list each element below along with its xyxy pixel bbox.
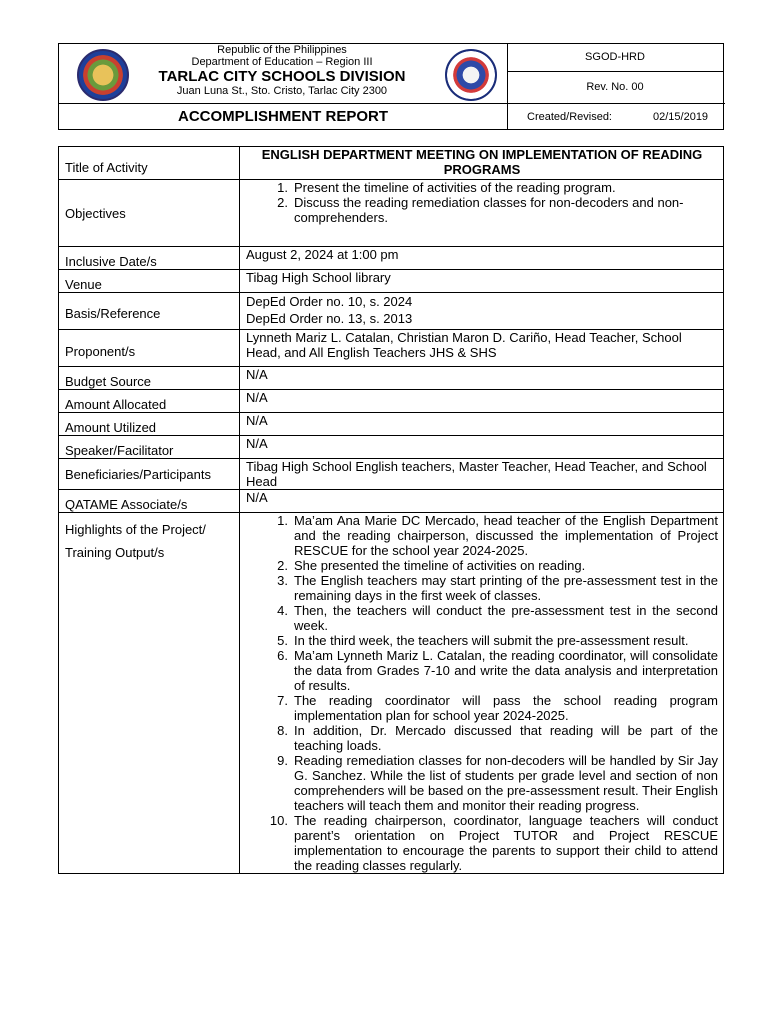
table-row: [59, 293, 724, 330]
table-row: [59, 147, 724, 180]
list-item: 3. The English teachers may start printing of the pre-assessment test in the remaining days in the first week of classes.: [277, 573, 718, 603]
budget-label: Budget Source: [59, 367, 240, 390]
basis-ref-1: DepEd Order no. 10, s. 2024: [246, 294, 413, 309]
table-row: [59, 390, 724, 413]
table-row: [59, 459, 724, 490]
utilized-value: N/A: [240, 413, 724, 436]
title-value: ENGLISH DEPARTMENT MEETING ON IMPLEMENTATION OF READING PROGRAMS: [240, 147, 724, 180]
table-row: [59, 513, 724, 874]
header-republic: Republic of the Philippines: [217, 44, 347, 56]
title-label: Title of Activity: [59, 147, 240, 180]
created-label: Created/Revised:: [527, 111, 612, 123]
list-item: 10. The reading chairperson, coordinator, language teachers will conduct parent’s orientation on Project TUTOR and Project RESCUE implementation to encourage the parents to support their child to attend the reading classes regularly.: [269, 813, 718, 873]
list-item: 9. Reading remediation classes for non-decoders will be handled by Sir Jay G. Sanchez. While the list of students per grade level and section of non comprehenders will be based on the pre-assessment result. Their English teachers will teach them and monitor their reading progress.: [277, 753, 718, 813]
table-row: [59, 180, 724, 247]
speaker-label: Speaker/Facilitator: [59, 436, 240, 459]
header-address: Juan Luna St., Sto. Cristo, Tarlac City 2300: [176, 85, 388, 97]
highlights-value: [240, 513, 724, 874]
utilized-label: Amount Utilized: [59, 413, 240, 436]
created-date: 02/15/2019: [653, 111, 709, 123]
qatame-value: N/A: [240, 490, 724, 513]
header-division: TARLAC CITY SCHOOLS DIVISION: [158, 68, 406, 85]
created-revised: [507, 104, 723, 130]
rev-number: Rev. No. 00: [586, 81, 644, 93]
list-item: 5. In the third week, the teachers will submit the pre-assessment result.: [277, 633, 689, 648]
allocated-label: Amount Allocated: [59, 390, 240, 413]
highlights-list: [246, 513, 718, 873]
table-row: [59, 413, 724, 436]
beneficiaries-label: Beneficiaries/Participants: [59, 459, 240, 490]
objectives-list: [246, 180, 718, 225]
table-row: [59, 436, 724, 459]
header-department: Department of Education – Region III: [191, 56, 373, 68]
list-item: 2. She presented the timeline of activities on reading.: [277, 558, 586, 573]
list-item: 1. Present the timeline of activities of the reading program.: [277, 180, 616, 195]
doc-code: SGOD-HRD: [507, 44, 723, 72]
list-item: 4. Then, the teachers will conduct the pre-assessment test in the second week.: [277, 603, 718, 633]
venue-label: Venue: [59, 270, 240, 293]
dates-value: August 2, 2024 at 1:00 pm: [240, 247, 724, 270]
highlights-label-line-2: Training Output/s: [65, 545, 165, 560]
list-item: 1. Ma’am Ana Marie DC Mercado, head teacher of the English Department and the reading chairperson, discussed the implementation of Project RESCUE for the school year 2024-2025.: [277, 513, 718, 558]
table-row: [59, 367, 724, 390]
dates-label: Inclusive Date/s: [59, 247, 240, 270]
table-row: [59, 247, 724, 270]
document-header: [58, 43, 724, 130]
table-row: [59, 330, 724, 367]
report-title: ACCOMPLISHMENT REPORT: [178, 108, 388, 125]
list-item: 7. The reading coordinator will pass the school reading program implementation plan for school year 2024-2025.: [277, 693, 718, 723]
list-item: 6. Ma’am Lynneth Mariz L. Catalan, the reading coordinator, will consolidate the data from Grades 7-10 and write the data analysis and interpretation of results.: [277, 648, 718, 693]
table-row: [59, 490, 724, 513]
proponent-value: Lynneth Mariz L. Catalan, Christian Maron D. Cariño, Head Teacher, School Head, and All English Teachers JHS & SHS: [240, 330, 724, 367]
deped-seal-icon: [445, 49, 497, 101]
list-item: 2. Discuss the reading remediation classes for non-decoders and non-comprehenders.: [277, 195, 684, 225]
budget-value: N/A: [240, 367, 724, 390]
beneficiaries-value: Tibag High School English teachers, Master Teacher, Head Teacher, and School Head: [240, 459, 724, 490]
venue-value: Tibag High School library: [240, 270, 724, 293]
objectives-value: [240, 180, 724, 247]
report-table: [58, 146, 724, 874]
table-row: [59, 270, 724, 293]
speaker-value: N/A: [240, 436, 724, 459]
basis-label: Basis/Reference: [59, 293, 240, 330]
objectives-label: Objectives: [59, 180, 240, 247]
proponent-label: Proponent/s: [59, 330, 240, 367]
basis-ref-2: DepEd Order no. 13, s. 2013: [246, 311, 413, 326]
qatame-label: QATAME Associate/s: [59, 490, 240, 513]
allocated-value: N/A: [240, 390, 724, 413]
highlights-label: [59, 513, 240, 874]
list-item: 8. In addition, Dr. Mercado discussed that reading will be part of the teaching loads.: [277, 723, 718, 753]
basis-value: [240, 293, 724, 330]
highlights-label-line-1: Highlights of the Project/: [65, 522, 206, 537]
